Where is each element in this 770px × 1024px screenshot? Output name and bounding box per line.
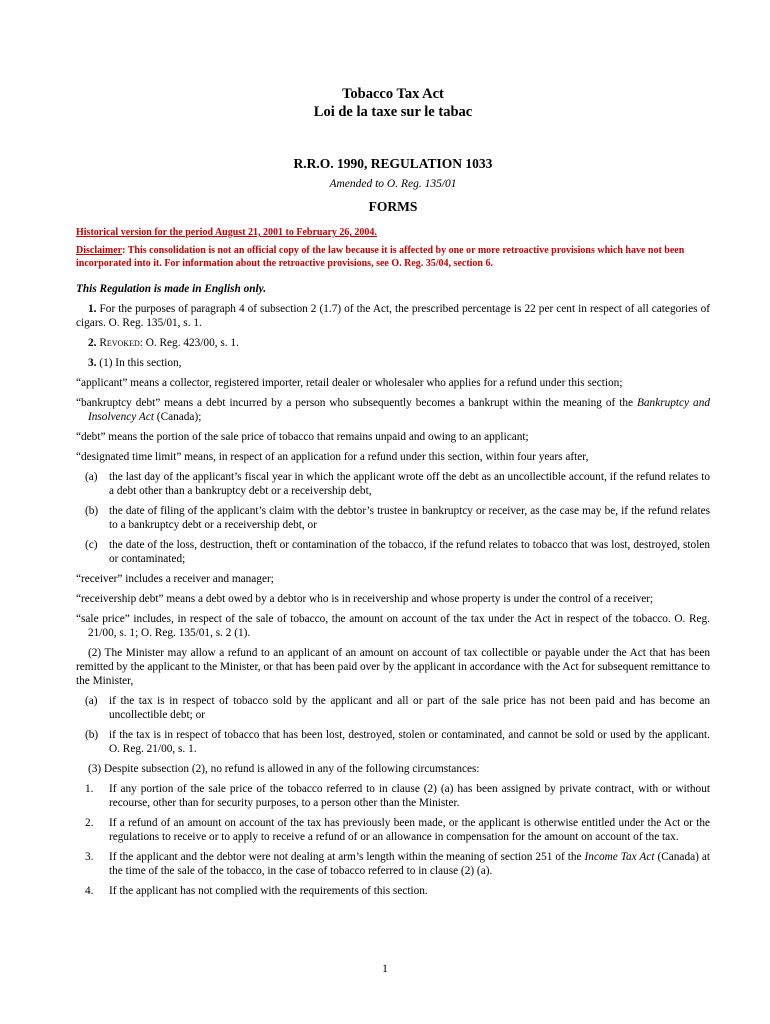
item-text: If the applicant has not complied with the requirements of this section. [109,885,428,897]
subsection-3-3-item-3 [76,850,710,878]
subsection-3-3-item-4 [76,884,710,898]
english-only-note: This Regulation is made in English only. [76,283,267,295]
item-label: (b) [85,505,99,517]
subsection-3-3-item-2 [76,816,710,844]
item-text: If a refund of an amount on account of the tax has previously been made, or the applicant is otherwise entitled under the Act or the regulations to receive or to apply to receive a refund of or an allowance in compensation for the amount on account of the tax. [109,817,710,843]
item-label: (c) [85,539,98,551]
subsection-3-2-item-b [76,728,710,756]
item-text: the last day of the applicant’s fiscal year in which the applicant wrote off the debt as an uncollectible account, if the refund relates to a debt other than a bankruptcy debt or a receivership debt, [109,471,710,497]
item-label: 3. [85,851,94,863]
item-label: 2. [85,817,94,829]
item-text [109,850,710,878]
definition-receivership-debt: “receivership debt” means a debt owed by a debtor who is in receivership and whose property is under the control of a receiver; [76,593,654,605]
definition-applicant: “applicant” means a collector, registered importer, retail dealer or wholesaler who applies for a refund under this section; [76,377,623,389]
definition-bankruptcy-debt [76,396,710,424]
section-2-number: 2. [88,337,97,349]
page-number: 1 [382,963,388,975]
section-3-text: (1) In this section, [96,357,182,369]
definition-bankruptcy-text: “bankruptcy debt” means a debt incurred by a person who subsequently becomes a bankrupt within the meaning of the [76,397,637,409]
section-1-number: 1. [88,303,97,315]
definition-bankruptcy-suffix: (Canada); [153,411,202,423]
designated-item-b [76,504,710,532]
section-3-number: 3. [88,357,97,369]
item-label: (a) [85,695,98,707]
section-3 [76,356,710,370]
subsection-3-2: (2) The Minister may allow a refund to an applicant of an amount on account of tax collectible or payable under the Act that has been remitted by the applicant to the Minister, or that has been paid over by the applicant in accordance with the Act for subsequent remittance to the Minister, [76,647,710,687]
definition-sale-price: “sale price” includes, in respect of the sale of tobacco, the amount on account of the tax under the Act in respect of the tobacco. O. Reg. 21/00, s. 1; O. Reg. 135/01, s. 2 (1). [76,613,710,639]
regulation-title: R.R.O. 1990, REGULATION 1033 [293,156,493,171]
designated-item-a [76,470,710,498]
definition-debt: “debt” means the portion of the sale price of tobacco that remains unpaid and owing to an applicant; [76,431,529,443]
item-label: 1. [85,783,94,795]
subsection-3-3-item-1 [76,782,710,810]
item-label: 4. [85,885,94,897]
item-text: the date of filing of the applicant’s claim with the debtor’s trustee in bankruptcy or receiver, as the case may be, if the refund relates to a bankruptcy debt or a receivership debt, or [109,505,710,531]
item-text: the date of the loss, destruction, theft or contamination of the tobacco, if the refund relates to tobacco that was lost, destroyed, stolen or contaminated; [109,539,710,565]
subsection-3-3: (3) Despite subsection (2), no refund is allowed in any of the following circumstances: [88,763,480,775]
bankruptcy-act-name: Bankruptcy and Insolvency Act [88,397,710,423]
section-2-revoked: Revoked [99,337,140,349]
section-2-text: : O. Reg. 423/00, s. 1. [139,337,239,349]
item-text: if the tax is in respect of tobacco that has been lost, destroyed, stolen or contaminated, and cannot be sold or used by the applicant. O. Reg. 21/00, s. 1. [109,729,710,755]
section-1-text: For the purposes of paragraph 4 of subsection 2 (1.7) of the Act, the prescribed percentage is 22 per cent in respect of all categories of cigars. O. Reg. 135/01, s. 1. [76,303,710,329]
subsection-3-2-item-a [76,694,710,722]
item-label: (b) [85,729,99,741]
historical-version-link[interactable]: Historical version for the period August 21, 2001 to February 26, 2004. [76,227,377,238]
disclaimer-text: : This consolidation is not an official copy of the law because it is affected by one or more retroactive provisions which have not been incorporated into it. For information about the retroactive provisions, see O. Reg. 35/04, section 6. [76,245,685,269]
item-label: (a) [85,471,98,483]
item-3-suffix: (Canada) at the time of the sale of the tobacco, in the case of tobacco referred to in clause (2) (a). [109,851,711,877]
definition-designated-time-limit: “designated time limit” means, in respect of an application for a refund under this section, within four years after, [76,451,589,463]
item-text: if the tax is in respect of tobacco sold by the applicant and all or part of the sale price has not been paid and has become an uncollectible debt; or [109,695,710,721]
forms-heading: FORMS [368,199,418,214]
income-tax-act-name: Income Tax Act [584,851,655,863]
disclaimer-notice [76,244,710,270]
item-text: If any portion of the sale price of the tobacco referred to in clause (2) (a) has been assigned by private contract, with or without recourse, other than for security purposes, to a person other than the Minister. [109,783,710,809]
disclaimer-label[interactable]: Disclaimer [76,245,123,256]
section-1 [76,302,710,330]
document-body [76,85,710,898]
item-3-text: If the applicant and the debtor were not dealing at arm’s length within the meaning of section 251 of the [109,851,585,863]
amended-note: Amended to O. Reg. 135/01 [329,178,457,190]
act-title-french: Loi de la taxe sur le tabac [313,104,473,120]
designated-item-c [76,538,710,566]
definition-receiver: “receiver” includes a receiver and manager; [76,573,274,585]
section-2 [76,336,710,350]
act-title-english: Tobacco Tax Act [342,86,444,102]
